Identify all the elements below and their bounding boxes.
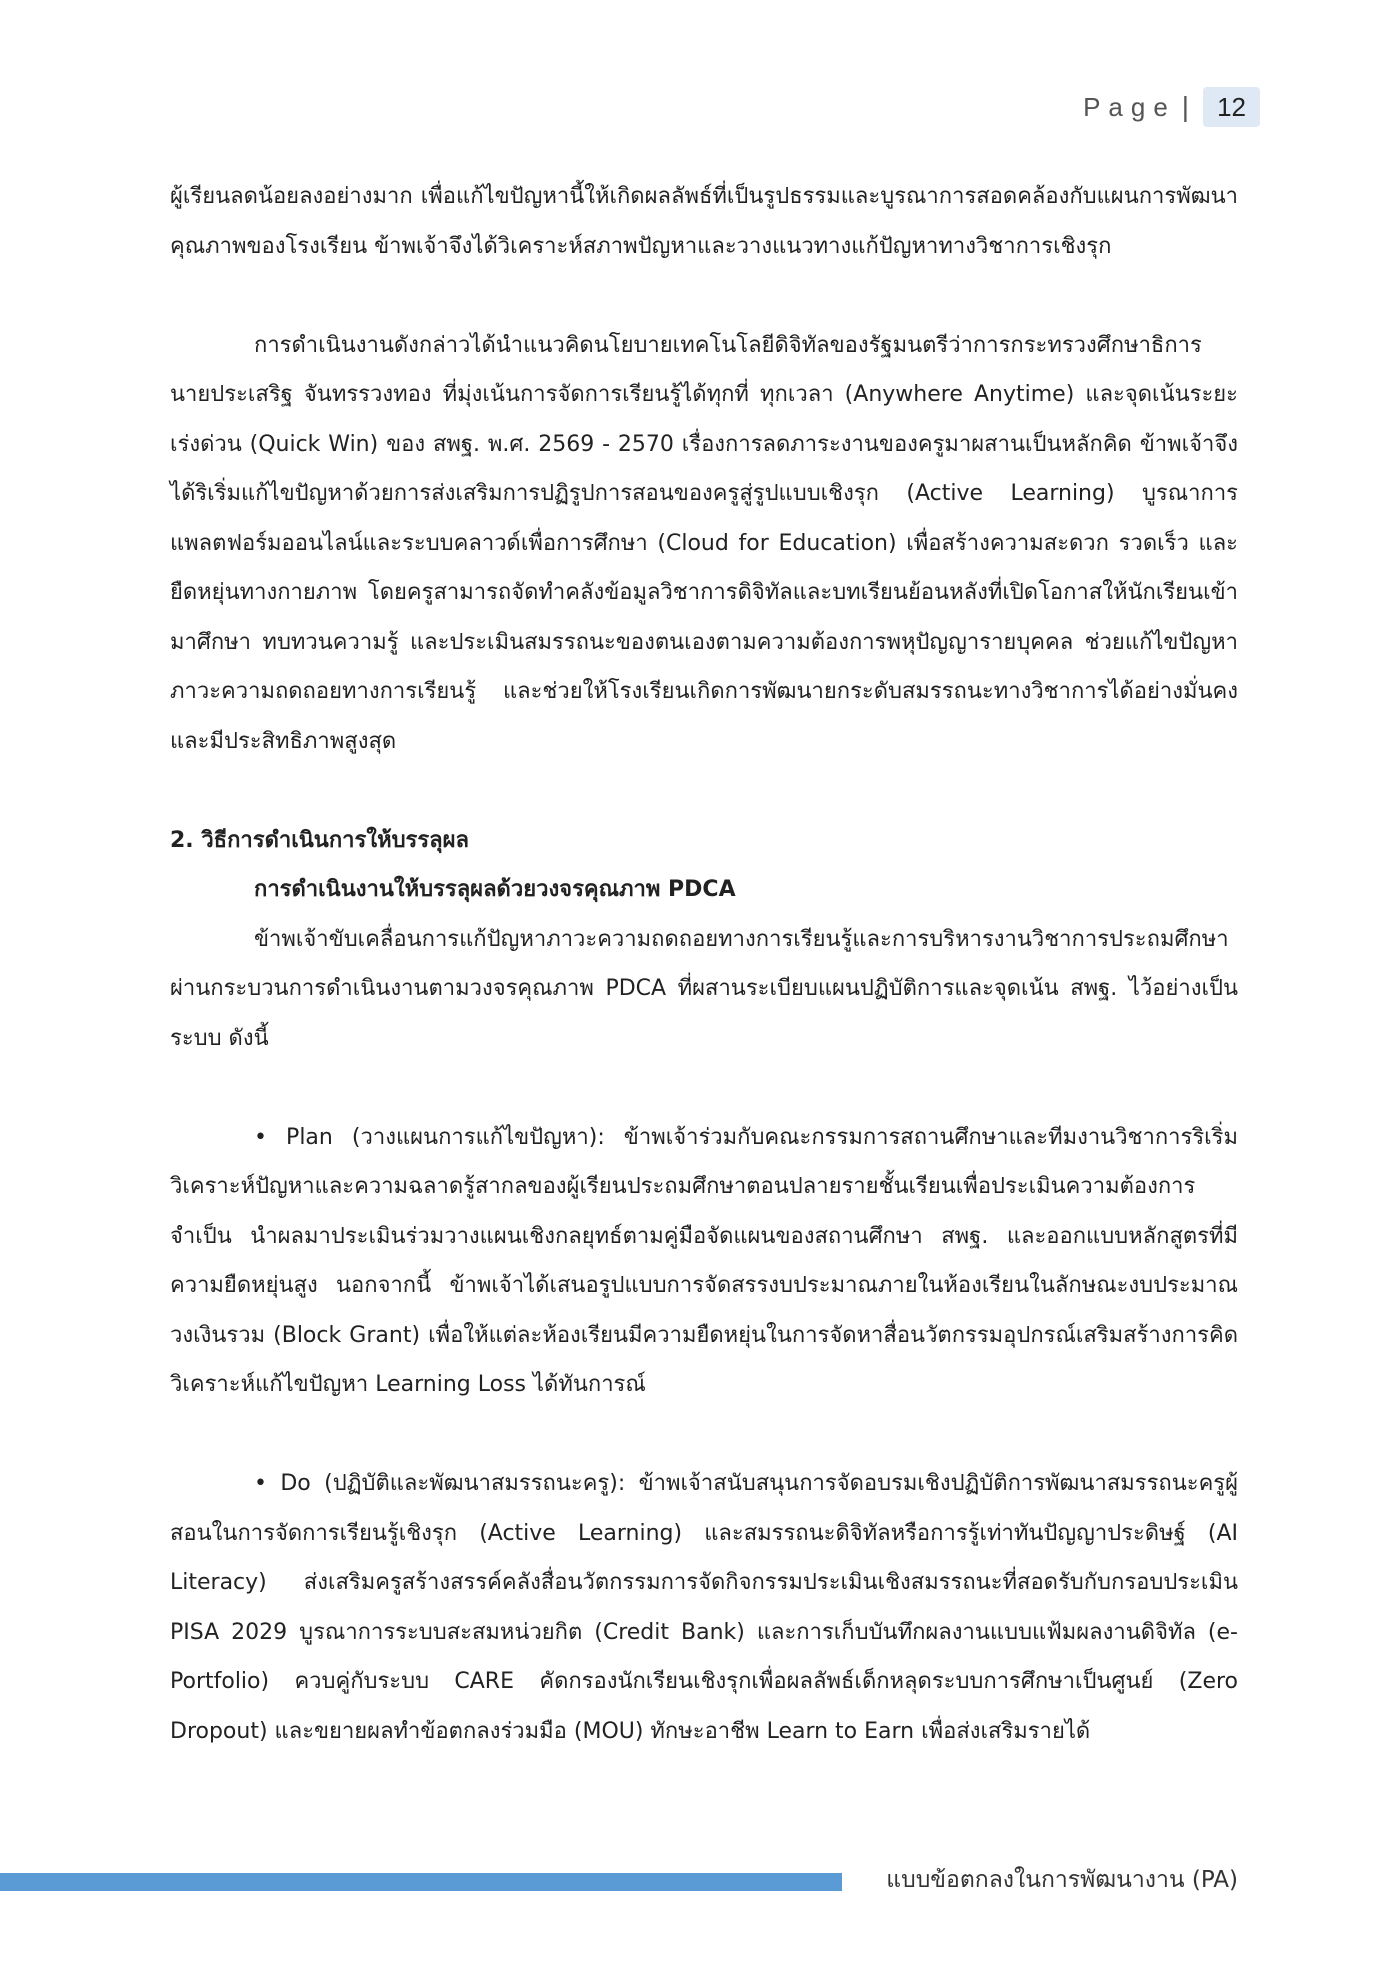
footer-title: แบบข้อตกลงในการพัฒนางาน (PA) <box>886 1867 1238 1893</box>
page-label: Page <box>1083 91 1176 122</box>
paragraph-2: การดำเนินงานดังกล่าวได้นำแนวคิดนโยบายเทคโนโลยีดิจิทัลของรัฐมนตรีว่าการกระทรวงศึกษาธิการ นายประเสริฐ จันทรรวงทอง ที่มุ่งเน้นการจัดการเรียนรู้ได้ทุกที่ ทุกเวลา (Anywhere Anytime) และจุดเน้นระยะเร่งด่วน (Quick Win) ของ สพฐ. พ.ศ. 2569 - 2570 เรื่องการลดภาระงานของครูมาผสานเป็นหลักคิด ข้าพเจ้าจึงได้ริเริ่มแก้ไขปัญหาด้วยการส่งเสริมการปฏิรูปการสอนของครูสู่รูปแบบเชิงรุก (Active Learning) บูรณาการแพลตฟอร์มออนไลน์และระบบคลาวด์เพื่อการศึกษา (Cloud for Education) เพื่อสร้างความสะดวก รวดเร็ว และยืดหยุ่นทางกายภาพ โดยครูสามารถจัดทำคลังข้อมูลวิชาการดิจิทัลและบทเรียนย้อนหลังที่เปิดโอกาสให้นักเรียนเข้ามาศึกษา ทบทวนความรู้ และประเมินสมรรถนะของตนเองตามความต้องการพหุปัญญารายบุคคล ช่วยแก้ไขปัญหาภาวะความถดถอยทางการเรียนรู้ และช่วยให้โรงเรียนเกิดการพัฒนายกระดับสมรรถนะทางวิชาการได้อย่างมั่นคงและมีประสิทธิภาพสูงสุด <box>170 332 1238 754</box>
page-separator: | <box>1181 91 1190 122</box>
page-header <box>1083 86 1260 128</box>
paragraph-plan: • Plan (วางแผนการแก้ไขปัญหา): ข้าพเจ้าร่วมกับคณะกรรมการสถานศึกษาและทีมงานวิชาการริเริ่มวิเคราะห์ปัญหาและความฉลาดรู้สากลของผู้เรียนประถมศึกษาตอนปลายรายชั้นเรียนเพื่อประเมินความต้องการจำเป็น นำผลมาประเมินร่วมวางแผนเชิงกลยุทธ์ตามคู่มือจัดแผนของสถานศึกษา สพฐ. และออกแบบหลักสูตรที่มีความยืดหยุ่นสูง นอกจากนี้ ข้าพเจ้าได้เสนอรูปแบบการจัดสรรงบประมาณภายในห้องเรียนในลักษณะงบประมาณวงเงินรวม (Block Grant) เพื่อให้แต่ละห้องเรียนมีความยืดหยุ่นในการจัดหาสื่อนวัตกรรมอุปกรณ์เสริมสร้างการคิดวิเคราะห์แก้ไขปัญหา Learning Loss ได้ทันการณ์ <box>170 1124 1238 1397</box>
section-heading: 2. วิธีการดำเนินการให้บรรลุผล <box>170 827 470 853</box>
spacer <box>170 1063 1238 1113</box>
page-number: 12 <box>1203 87 1260 127</box>
footer-bar <box>0 1873 842 1891</box>
spacer <box>170 766 1238 816</box>
paragraph-1: ผู้เรียนลดน้อยลงอย่างมาก เพื่อแก้ไขปัญหานี้ให้เกิดผลลัพธ์ที่เป็นรูปธรรมและบูรณาการสอดคล้องกับแผนการพัฒนาคุณภาพของโรงเรียน ข้าพเจ้าจึงได้วิเคราะห์สภาพปัญหาและวางแนวทางแก้ปัญหาทางวิชาการเชิงรุก <box>170 184 1238 259</box>
paragraph-do: • Do (ปฏิบัติและพัฒนาสมรรถนะครู): ข้าพเจ้าสนับสนุนการจัดอบรมเชิงปฏิบัติการพัฒนาสมรรถนะครูผู้สอนในการจัดการเรียนรู้เชิงรุก (Active Learning) และสมรรถนะดิจิทัลหรือการรู้เท่าทันปัญญาประดิษฐ์ (AI Literacy) ส่งเสริมครูสร้างสรรค์คลังสื่อนวัตกรรมการจัดกิจกรรมประเมินเชิงสมรรถนะที่สอดรับกับกรอบประเมิน PISA 2029 บูรณาการระบบสะสมหน่วยกิต (Credit Bank) และการเก็บบันทึกผลงานแบบแฟ้มผลงานดิจิทัล (e-Portfolio) ควบคู่กับระบบ CARE คัดกรองนักเรียนเชิงรุกเพื่อผลลัพธ์เด็กหลุดระบบการศึกษาเป็นศูนย์ (Zero Dropout) และขยายผลทำข้อตกลงร่วมมือ (MOU) ทักษะอาชีพ Learn to Earn เพื่อส่งเสริมรายได้ <box>170 1471 1238 1744</box>
section-subheading: การดำเนินงานให้บรรลุผลด้วยวงจรคุณภาพ PDCA <box>254 877 736 902</box>
paragraph-3: ข้าพเจ้าขับเคลื่อนการแก้ปัญหาภาวะความถดถอยทางการเรียนรู้และการบริหารงานวิชาการประถมศึกษา ผ่านกระบวนการดำเนินงานตามวงจรคุณภาพ PDCA ที่ผสานระเบียบแผนปฏิบัติการและจุดเน้น สพฐ. ไว้อย่างเป็นระบบ ดังนี้ <box>170 926 1238 1051</box>
spacer <box>170 271 1238 321</box>
spacer <box>170 1410 1238 1460</box>
document-body <box>170 172 1238 1756</box>
